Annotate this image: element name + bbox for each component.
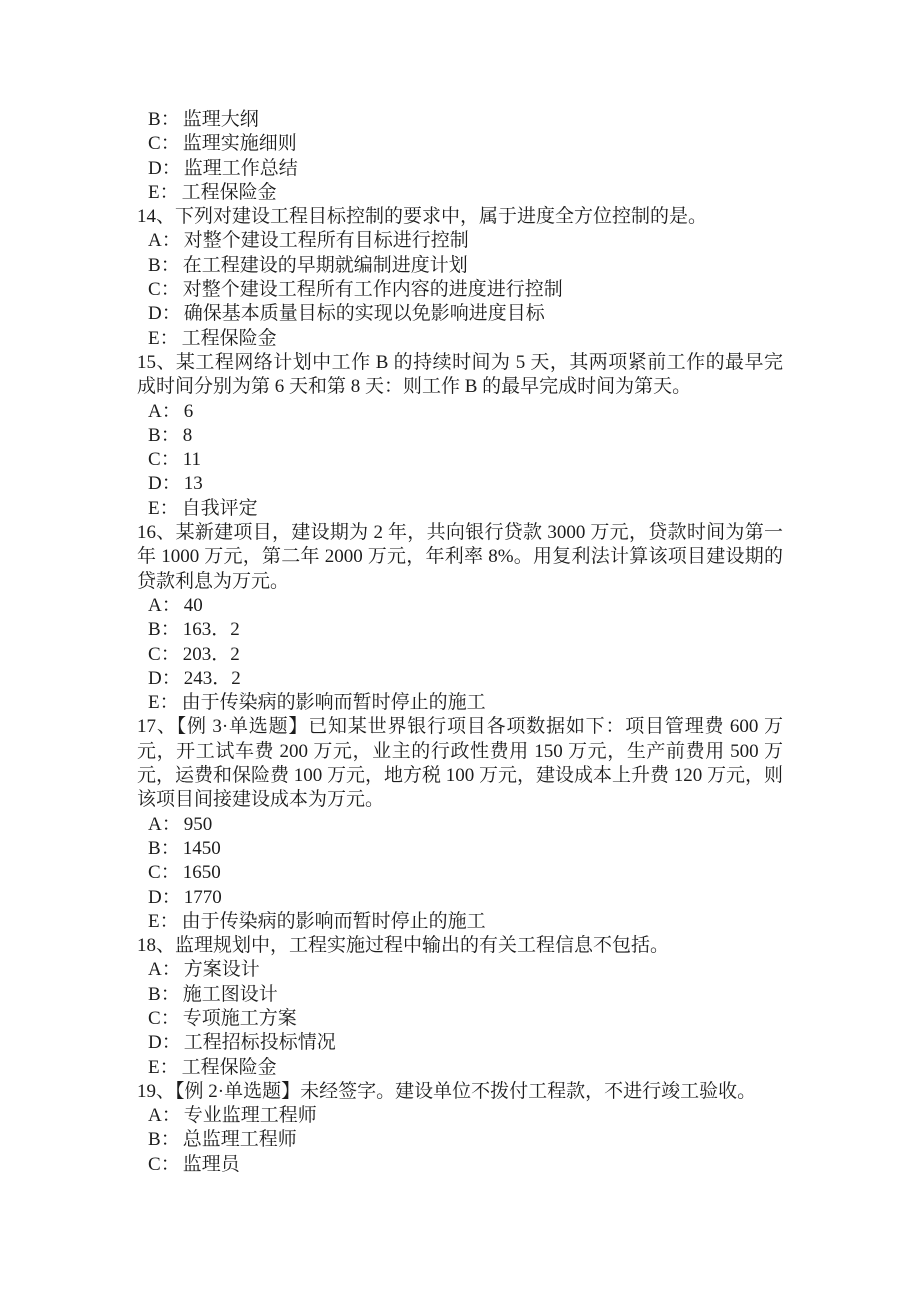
option-text: 工程保险金 (181, 327, 277, 349)
option-line (137, 229, 783, 253)
option-label: E (148, 327, 160, 349)
option-separator: ： (161, 594, 181, 616)
option-separator: ： (160, 254, 180, 276)
option-text: 在工程建设的早期就编制进度计划 (182, 254, 468, 276)
option-text: 总监理工程师 (182, 1129, 297, 1151)
question-text: 18、监理规划中，工程实施过程中输出的有关工程信息不包括。 (137, 935, 670, 957)
option-line (137, 667, 783, 691)
option-text: 1770 (183, 886, 222, 908)
option-separator: ： (161, 303, 181, 325)
option-line (137, 691, 783, 715)
option-line (137, 1056, 783, 1080)
option-line (137, 643, 783, 667)
option-label: D (148, 886, 162, 908)
option-line (137, 132, 783, 156)
option-text: 1450 (182, 837, 221, 859)
option-text: 工程保险金 (181, 1056, 277, 1078)
option-label: C (148, 279, 161, 301)
option-separator: ： (160, 862, 180, 884)
option-label: D (148, 157, 162, 179)
option-line (137, 400, 783, 424)
option-separator: ： (161, 473, 181, 495)
question-text: 17、【例 3·单选题】已知某世界银行项目各项数据如下：项目管理费 600 万元，开工试车费 200 万元，业主的行政性费用 150 万元，生产前费用 500 万元，运费和保险费 100 万元，地方税 100 万元，建设成本上升费 120 万元，则该项目间接建设成本为万元。 (137, 716, 784, 811)
option-label: A (148, 959, 162, 981)
option-line (137, 448, 783, 472)
option-separator: ： (159, 1056, 179, 1078)
option-label: E (148, 497, 160, 519)
option-label: E (148, 1056, 160, 1078)
option-text: 自我评定 (181, 497, 258, 519)
option-line (137, 813, 783, 837)
option-text: 工程保险金 (181, 181, 277, 203)
option-text: 由于传染病的影响而暂时停止的施工 (181, 692, 486, 714)
option-label: C (148, 1153, 161, 1175)
option-separator: ： (160, 133, 180, 155)
option-text: 专项施工方案 (182, 1007, 297, 1029)
option-separator: ： (160, 1153, 180, 1175)
option-label: B (148, 983, 161, 1005)
option-label: D (148, 1032, 162, 1054)
option-separator: ： (160, 619, 180, 641)
option-line (137, 497, 783, 521)
option-separator: ： (160, 837, 180, 859)
option-separator: ： (160, 449, 180, 471)
option-label: D (148, 303, 162, 325)
option-line (137, 1128, 783, 1152)
option-separator: ： (159, 497, 179, 519)
option-line (137, 983, 783, 1007)
question-text: 19、【例 2·单选题】未经签字。建设单位不拨付工程款，不进行竣工验收。 (137, 1080, 757, 1102)
question-text: 16、某新建项目，建设期为 2 年，共向银行贷款 3000 万元，贷款时间为第一年 1000 万元，第二年 2000 万元，年利率 8%。用复利法计算该项目建设期的贷款利息为万元。 (137, 522, 783, 592)
option-separator: ： (159, 181, 179, 203)
option-text: 163．2 (182, 619, 240, 641)
option-separator: ： (160, 1007, 180, 1029)
option-label: B (148, 254, 161, 276)
option-line (137, 302, 783, 326)
option-line (137, 594, 783, 618)
option-separator: ： (160, 983, 180, 1005)
option-text: 工程招标投标情况 (183, 1032, 336, 1054)
option-line (137, 254, 783, 278)
option-label: D (148, 473, 162, 495)
option-text: 监理工作总结 (183, 157, 298, 179)
option-label: C (148, 133, 161, 155)
option-label: B (148, 619, 161, 641)
option-line (137, 910, 783, 934)
option-separator: ： (160, 424, 180, 446)
option-line (137, 1104, 783, 1128)
option-line (137, 1031, 783, 1055)
option-separator: ： (161, 400, 181, 422)
option-separator: ： (161, 1105, 181, 1127)
option-text: 1650 (182, 862, 221, 884)
option-text: 40 (183, 594, 203, 616)
option-text: 8 (182, 424, 193, 446)
option-line (137, 837, 783, 861)
option-text: 专业监理工程师 (183, 1105, 317, 1127)
option-text: 施工图设计 (182, 983, 278, 1005)
option-label: D (148, 667, 162, 689)
option-label: C (148, 449, 161, 471)
option-label: A (148, 230, 162, 252)
option-label: C (148, 643, 161, 665)
option-text: 对整个建设工程所有工作内容的进度进行控制 (182, 279, 563, 301)
option-separator: ： (159, 692, 179, 714)
option-line (137, 618, 783, 642)
option-separator: ： (160, 643, 180, 665)
option-line (137, 1153, 783, 1177)
option-label: A (148, 400, 162, 422)
option-label: E (148, 181, 160, 203)
option-line (137, 958, 783, 982)
option-separator: ： (161, 230, 181, 252)
exam-question-list (137, 108, 783, 1177)
option-line (137, 278, 783, 302)
option-label: A (148, 594, 162, 616)
option-label: A (148, 813, 162, 835)
option-label: A (148, 1105, 162, 1127)
option-text: 243．2 (183, 667, 241, 689)
option-label: E (148, 910, 160, 932)
option-separator: ： (159, 327, 179, 349)
option-label: C (148, 862, 161, 884)
option-text: 确保基本质量目标的实现以免影响进度目标 (183, 303, 545, 325)
option-text: 6 (183, 400, 194, 422)
option-label: B (148, 837, 161, 859)
option-text: 950 (183, 813, 213, 835)
option-line (137, 1007, 783, 1031)
option-line (137, 424, 783, 448)
option-line (137, 108, 783, 132)
option-line (137, 472, 783, 496)
option-separator: ： (160, 109, 180, 130)
option-label: B (148, 109, 161, 130)
option-line (137, 861, 783, 885)
option-text: 对整个建设工程所有目标进行控制 (183, 230, 469, 252)
option-label: B (148, 1129, 161, 1151)
option-text: 13 (183, 473, 203, 495)
option-separator: ： (161, 813, 181, 835)
option-text: 方案设计 (183, 959, 260, 981)
option-separator: ： (161, 667, 181, 689)
question-text: 14、下列对建设工程目标控制的要求中，属于进度全方位控制的是。 (137, 206, 708, 228)
option-text: 监理大纲 (182, 109, 259, 130)
option-line (137, 181, 783, 205)
option-text: 监理实施细则 (182, 133, 297, 155)
option-separator: ： (161, 1032, 181, 1054)
option-separator: ： (161, 157, 181, 179)
option-label: C (148, 1007, 161, 1029)
question-text: 15、某工程网络计划中工作 B 的持续时间为 5 天，其两项紧前工作的最早完成时间分别为第 6 天和第 8 天：则工作 B 的最早完成时间为第天。 (137, 351, 783, 398)
option-separator: ： (160, 1129, 180, 1151)
option-text: 由于传染病的影响而暂时停止的施工 (181, 910, 486, 932)
option-label: E (148, 692, 160, 714)
option-separator: ： (159, 910, 179, 932)
option-line (137, 886, 783, 910)
option-separator: ： (161, 959, 181, 981)
option-text: 监理员 (182, 1153, 240, 1175)
option-label: B (148, 424, 161, 446)
option-separator: ： (160, 279, 180, 301)
option-separator: ： (161, 886, 181, 908)
option-line (137, 157, 783, 181)
option-text: 203．2 (182, 643, 240, 665)
option-text: 11 (182, 449, 201, 471)
option-line (137, 327, 783, 351)
